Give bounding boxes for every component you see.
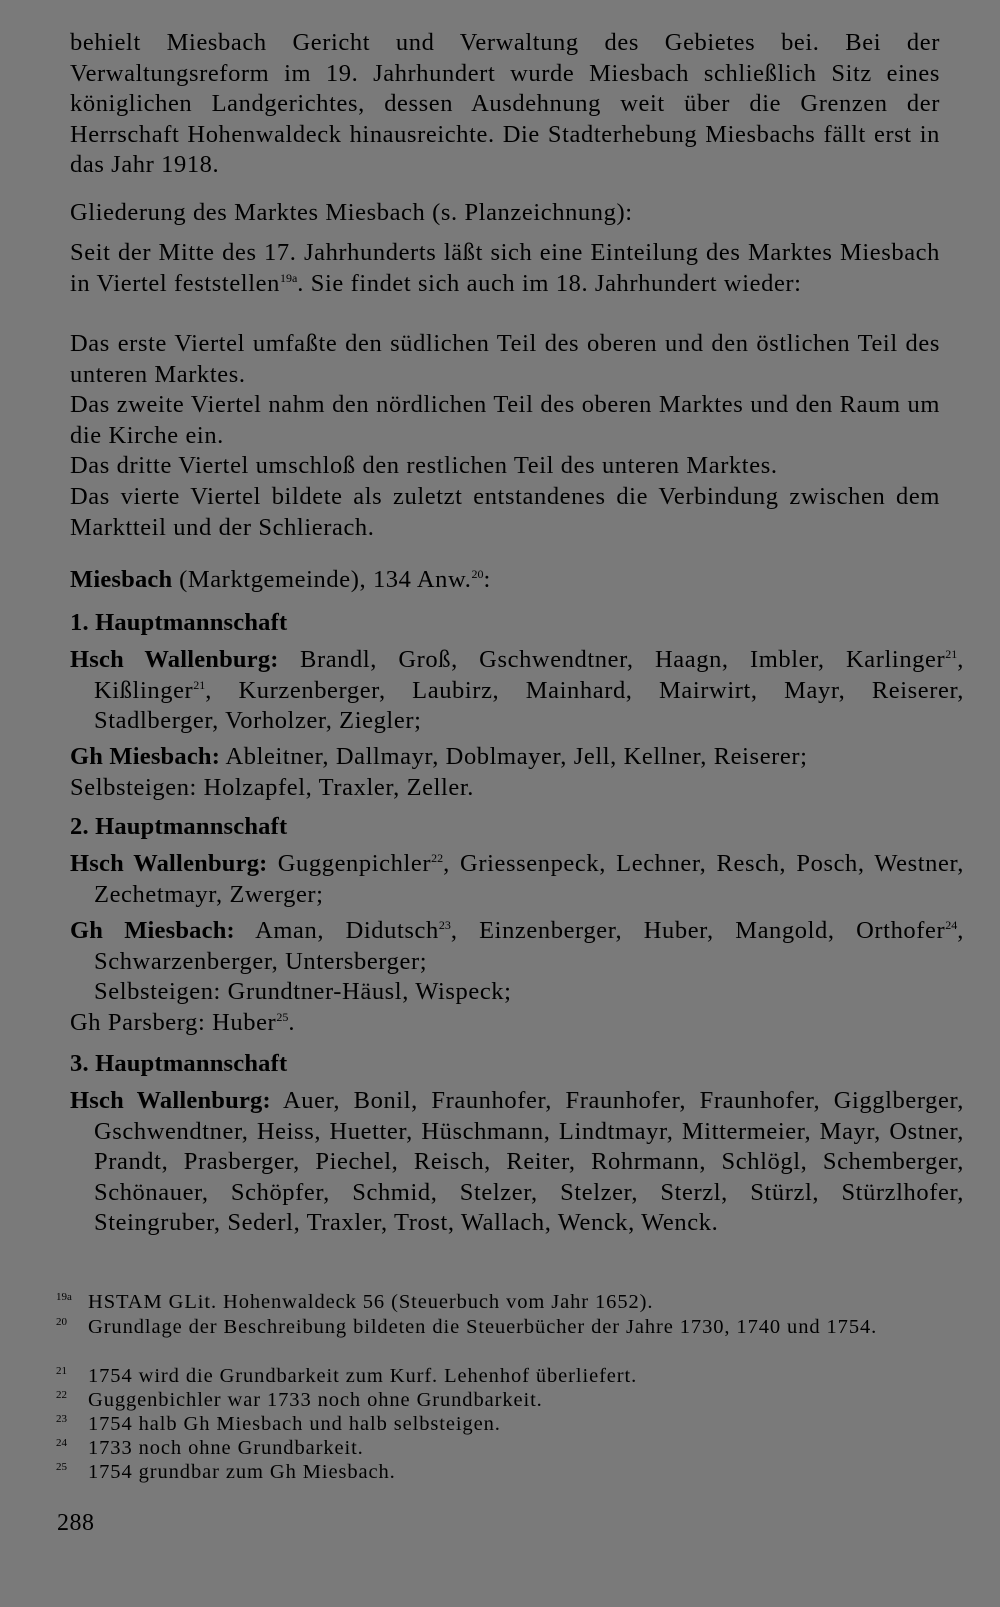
footnote-ref: 22 [431,851,444,865]
miesbach-colon: : [483,566,491,593]
hauptmannschaft-1-heading: 1. Hauptmannschaft [70,609,288,636]
entry-text: . [288,1009,296,1036]
viertel-3: Das dritte Viertel umschloß den restlichen Teil des unteren Marktes. [70,452,778,479]
gliederung-tail: . Sie findet sich auch im 18. Jahrhundert wieder: [297,269,802,297]
footnote-text: Grundlage der Beschreibung bildeten die Steuerbücher der Jahre 1730, 1740 und 1754. [88,1316,878,1338]
entry-text: , Einzenberger, Huber, Mangold, Orthofer [450,917,946,944]
footnote-text: 1733 noch ohne Grundbarkeit. [88,1437,364,1459]
entry-text: Auer, Bonil, Fraunhofer, Fraunhofer, Fraunhofer, Gigglberger, Gschwendtner, Heiss, Huetter, Hüschmann, Lindtmayr, Mittermeier, Mayr, Ostner, Prandt, Prasberger, Piechel, Reisch, Reiter, Rohrmann, Schlögl, Schemberger, Schönauer, Schöpfer, Schmid, Stelzer, Stelzer, Sterzl, Stürzl, Stürzlhofer, Steingruber, Sederl, Traxler, Trost, Wallach, Wenck, Wenck. [94,1087,965,1236]
footnote-ref: 21 [945,647,958,661]
footnote-25 [56,1460,936,1484]
miesbach-name: Miesbach [70,566,173,593]
footnote-text: 1754 halb Gh Miesbach und halb selbsteigen. [88,1413,501,1435]
entry-text: Aman, Didutsch [255,917,439,944]
footnote-ref: 19a [279,270,298,285]
footnote-20 [56,1315,936,1339]
viertel-2: Das zweite Viertel nahm den nördlichen Teil des oberen Marktes und den Raum um die Kirche ein. [70,391,940,449]
entry-text: Selbsteigen: Holzapfel, Traxler, Zeller. [70,773,475,801]
footnote-mark: 20 [56,1316,67,1328]
footnote-ref: 25 [276,1010,289,1024]
viertel-1: Das erste Viertel umfaßte den südlichen Teil des oberen und den östlichen Teil des unteren Marktes. [70,330,940,388]
entry-text: Ableitner, Dallmayr, Doblmayer, Jell, Kellner, Reiserer; [225,743,808,770]
entry-text: Guggenpichler [277,850,432,877]
footnote-text: 1754 wird die Grundbarkeit zum Kurf. Lehenhof überliefert. [88,1365,638,1387]
hm2-selbsteigen: Selbsteigen: Grundtner-Häusl, Wispeck; [94,978,512,1005]
intro-paragraph: behielt Miesbach Gericht und Verwaltung des Gebietes bei. Bei der Verwaltungsreform im 19. Jahrhundert wurde Miesbach schließlich Sitz eines königlichen Landgerichtes, dessen Ausdehnung weit über die Grenzen der Herrschaft Hohenwaldeck hinausreichte. Die Stadterhebung Miesbachs fällt erst in das Jahr 1918. [70,29,940,178]
hauptmannschaft-3-heading: 3. Hauptmannschaft [70,1050,288,1077]
entry-text: , Kißlinger [94,646,964,704]
entry-text: , Schwarzenberger, Untersberger; [94,917,964,975]
footnote-ref: 21 [193,677,206,692]
footnote-ref: 20 [471,567,484,581]
footnote-ref: 24 [945,918,958,932]
footnote-21 [56,1364,936,1388]
hauptmannschaft-2-heading: 2. Hauptmannschaft [70,813,288,840]
hm2-parsberg-entry [70,1008,940,1039]
entry-text: Brandl, Groß, Gschwendtner, Haagn, Imbler, Karlinger [300,646,946,673]
hm2-wallenburg-entry [70,849,964,910]
footnote-mark: 23 [56,1413,67,1425]
entry-label: Gh Miesbach: [70,743,221,770]
viertel-4: Das vierte Viertel bildete als zuletzt entstandenes die Verbindung zwischen dem Marktteil und der Schlierach. [70,483,940,541]
entry-text: , Kurzenberger, Laubirz, Mainhard, Mairwirt, Mayr, Reiserer, Stadlberger, Vorholzer, Ziegler; [94,676,964,734]
entry-label: Hsch Wallenburg: [70,850,268,877]
footnote-mark: 24 [56,1437,67,1449]
gliederung-heading: Gliederung des Marktes Miesbach (s. Planzeichnung): [70,199,633,226]
entry-text: , Griessenpeck, Lechner, Resch, Posch, Westner, Zechetmayr, Zwerger; [94,850,964,908]
footnote-mark: 22 [56,1389,67,1401]
footnote-22 [56,1388,936,1412]
entry-label: Hsch Wallenburg: [70,646,279,673]
page-number: 288 [57,1510,95,1536]
miesbach-desc: (Marktgemeinde), 134 Anw. [179,566,472,593]
footnote-23 [56,1412,936,1436]
footnote-19a [56,1290,936,1314]
footnote-text: HSTAM GLit. Hohenwaldeck 56 (Steuerbuch vom Jahr 1652). [88,1291,654,1313]
hm1-wallenburg-entry [70,645,964,737]
footnote-24 [56,1436,936,1460]
miesbach-line [70,565,940,596]
footnote-mark: 19a [56,1291,72,1303]
entry-label: Hsch Wallenburg: [70,1087,271,1114]
footnote-ref: 23 [438,918,451,932]
entry-text: Gh Parsberg: Huber [70,1009,277,1036]
footnote-text: 1754 grundbar zum Gh Miesbach. [88,1461,396,1483]
footnote-mark: 21 [56,1365,67,1377]
gliederung-paragraph [70,238,940,299]
footnote-text: Guggenbichler war 1733 noch ohne Grundbarkeit. [88,1389,543,1411]
footnote-mark: 25 [56,1461,67,1473]
hm1-miesbach-entry [70,742,940,803]
hm3-wallenburg-entry [70,1086,964,1239]
gliederung-text: Seit der Mitte des 17. Jahrhunderts läßt sich eine Einteilung des Marktes Miesbach in Viertel feststellen [70,239,940,297]
entry-label: Gh Miesbach: [70,917,235,944]
hm2-miesbach-entry [70,916,964,977]
